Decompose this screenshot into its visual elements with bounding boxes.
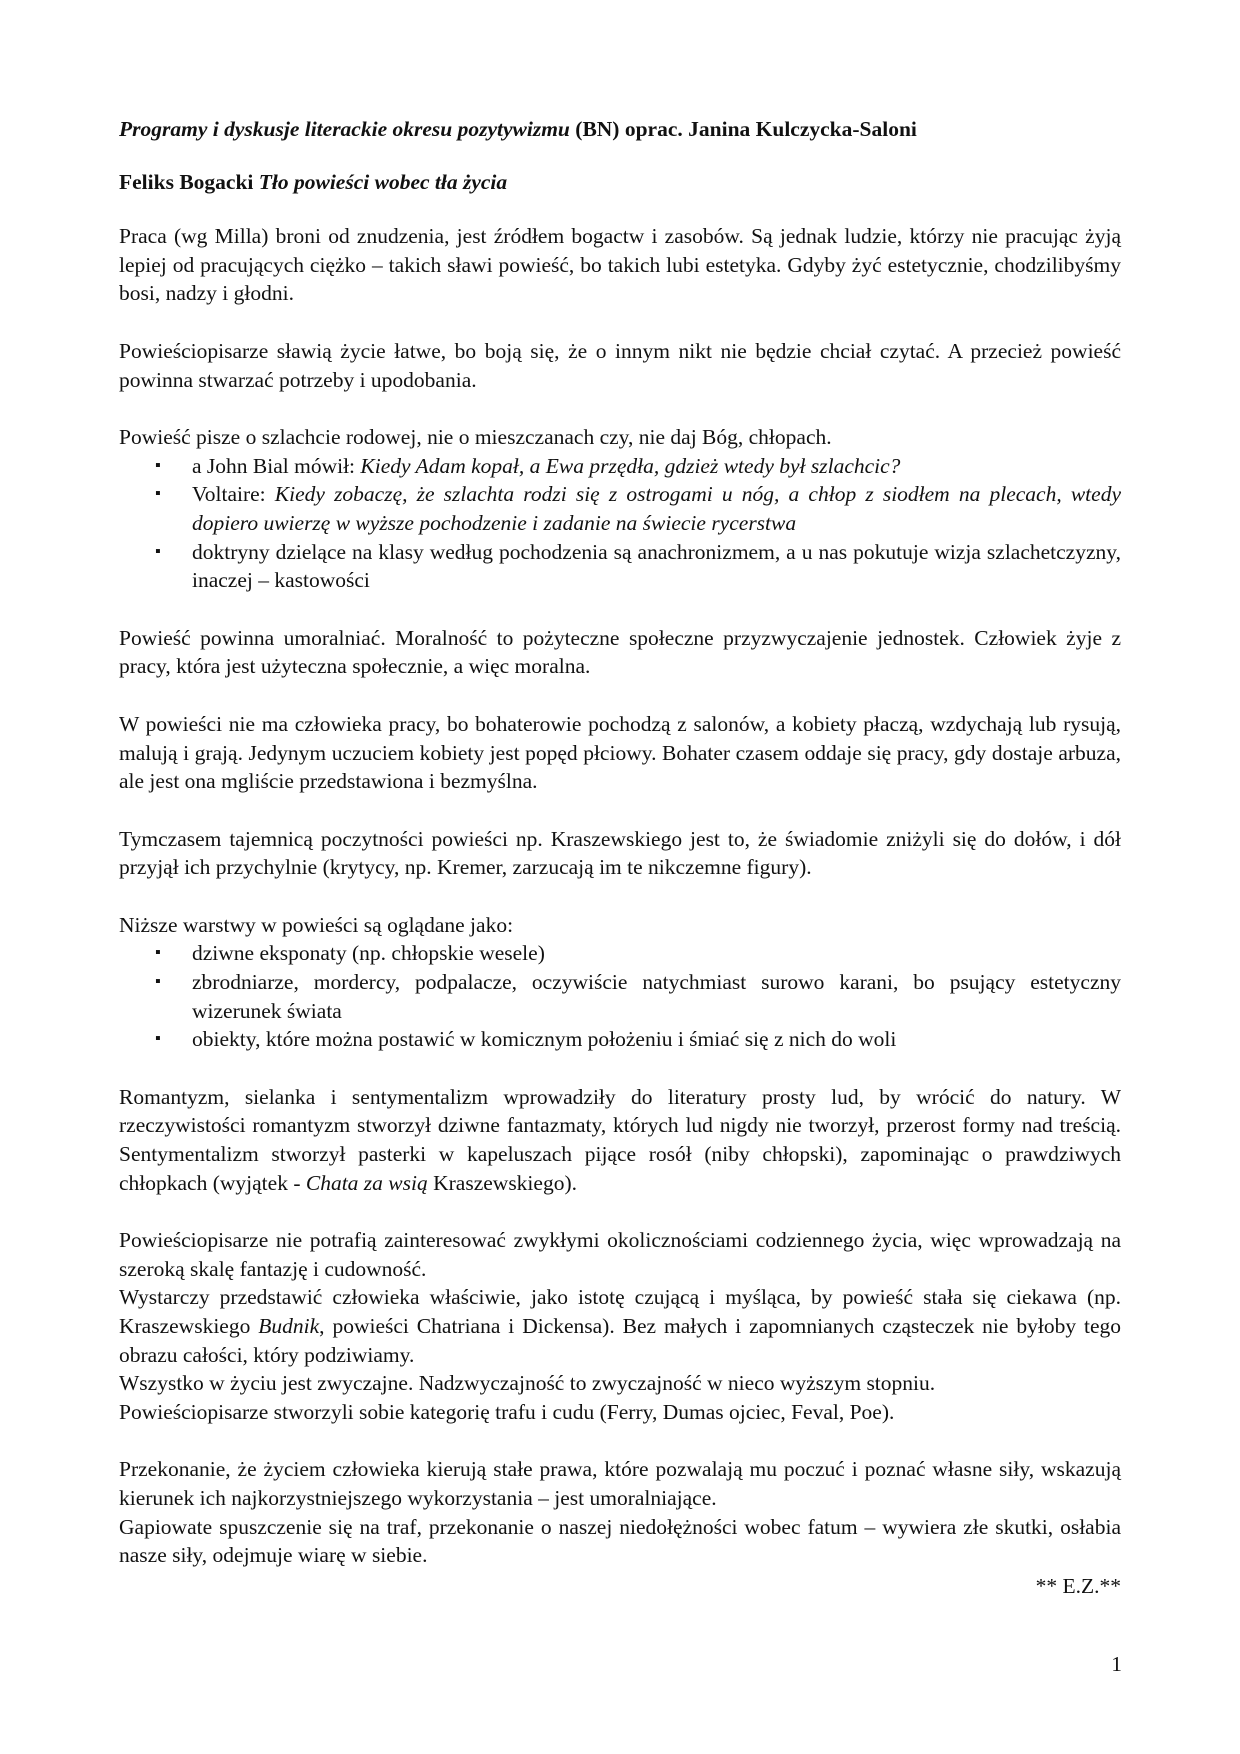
document-subtitle bbox=[119, 168, 1121, 197]
paragraph-8: Romantyzm, sielanka i sentymentalizm wprowadziły do literatury prosty lud, by wrócić do natury. W rzeczywistości romantyzm stworzył dziwne fantazmaty, których lud nigdy nie tworzył, przerost formy nad treścią. Sentymentalizm stworzył pasterki w kapeluszach pijące rosół (niby chłopski), zapominając o prawdziwych chłopkach (wyjątek - Chata za wsią Kraszewskiego). bbox=[119, 1084, 1121, 1195]
paragraph-3: Powieść pisze o szlachcie rodowej, nie o mieszczanach czy, nie daj Bóg, chłopach. bbox=[119, 425, 832, 450]
page-number: 1 bbox=[1111, 1652, 1122, 1676]
subtitle-author: Feliks Bogacki bbox=[119, 169, 259, 194]
paragraph-11: Wszystko w życiu jest zwyczajne. Nadzwyczajność to zwyczajność w nieco wyższym stopniu. bbox=[119, 1371, 936, 1396]
bullet-list-1 bbox=[119, 452, 1121, 595]
paragraph-9: Powieściopisarze nie potrafią zainteresować zwykłymi okolicznościami codziennego życia, więc wprowadzają na szeroką skalę fantazję i cudowność. bbox=[119, 1228, 1121, 1281]
paragraph-5: W powieści nie ma człowieka pracy, bo bohaterowie pochodzą z salonów, a kobiety płaczą, wzdychają lub rysują, malują i grają. Jedynym uczuciem kobiety jest popęd płciowy. Bohater czasem oddaje się pracy, gdy dostaje arbuza, ale jest ona mgliście przedstawiona i bezmyślna. bbox=[119, 711, 1121, 794]
title-rest: (BN) oprac. Janina Kulczycka-Saloni bbox=[569, 117, 917, 141]
paragraph-7: Niższe warstwy w powieści są oglądane jako: bbox=[119, 912, 514, 937]
paragraph-4: Powieść powinna umoralniać. Moralność to pożyteczne społeczne przyzwyczajenie jednostek. Człowiek żyje z pracy, która jest użyteczna społecznie, a więc moralna. bbox=[119, 625, 1121, 679]
paragraph-10: Wystarczy przedstawić człowieka właściwie, jako istotę czującą i myśląca, by powieść stała się ciekawa (np. Kraszewskiego Budnik, powieści Chatriana i Dickensa). Bez małych i zapomnianych cząsteczek nie byłoby tego obrazu całości, który podziwiamy. bbox=[119, 1285, 1121, 1367]
list-item: ▪ a John Bial mówił: Kiedy Adam kopał, a Ewa przędła, gdzież wtedy był szlachcic? bbox=[119, 452, 1121, 481]
signature: ** E.Z.** bbox=[1035, 1573, 1121, 1598]
document-body bbox=[119, 115, 1121, 1600]
list-item: ▪ obiekty, które można postawić w komicznym położeniu i śmiać się z nich do woli bbox=[119, 1025, 1121, 1054]
paragraph-13: Przekonanie, że życiem człowieka kierują stałe prawa, które pozwalają mu poczuć i poznać własne siły, wskazują kierunek ich najkorzystniejszego wykorzystania – jest umoralniające. bbox=[119, 1457, 1121, 1510]
paragraph-12: Powieściopisarze stworzyli sobie kategorię trafu i cudu (Ferry, Dumas ojciec, Feval, Poe). bbox=[119, 1399, 895, 1424]
list-item: ▪ Voltaire: Kiedy zobaczę, że szlachta rodzi się z ostrogami u nóg, a chłop z siodłem na plecach, wtedy dopiero uwierzę w wyższe pochodzenie i zadanie na świecie rycerstwa bbox=[119, 480, 1121, 537]
paragraph-14: Gapiowate spuszczenie się na traf, przekonanie o naszej niedołężności wobec fatum – wywiera złe skutki, osłabia nasze siły, odejmuje wiarę w siebie. bbox=[119, 1514, 1121, 1568]
title-work: Programy i dyskusje literackie okresu pozytywizmu bbox=[119, 117, 570, 141]
list-item: ▪ zbrodniarze, mordercy, podpalacze, oczywiście natychmiast surowo karani, bo psujący estetyczny wizerunek świata bbox=[119, 968, 1121, 1025]
paragraph-2: Powieściopisarze sławią życie łatwe, bo boją się, że o innym nikt nie będzie chciał czytać. A przecież powieść powinna stwarzać potrzeby i upodobania. bbox=[119, 338, 1121, 392]
document-title bbox=[119, 115, 1121, 144]
bullet-list-2 bbox=[119, 939, 1121, 1053]
paragraph-1: Praca (wg Milla) broni od znudzenia, jest źródłem bogactw i zasobów. Są jednak ludzie, którzy nie pracując żyją lepiej od pracujących ciężko – takich sławi powieść, bo takich lubi estetyka. Gdyby żyć estetycznie, chodzilibyśmy bosi, nadzy i głodni. bbox=[119, 224, 1121, 306]
list-item: ▪ doktryny dzielące na klasy według pochodzenia są anachronizmem, a u nas pokutuje wizja szlachetczyzny, inaczej – kastowości bbox=[119, 538, 1121, 595]
paragraph-6: Tymczasem tajemnicą poczytności powieści np. Kraszewskiego jest to, że świadomie zniżyli się do dołów, i dół przyjął ich przychylnie (krytycy, np. Kremer, zarzucają im te nikczemne figury). bbox=[119, 826, 1121, 880]
list-item: ▪ dziwne eksponaty (np. chłopskie wesele) bbox=[119, 939, 1121, 968]
subtitle-work: Tło powieści wobec tła życia bbox=[258, 169, 508, 194]
